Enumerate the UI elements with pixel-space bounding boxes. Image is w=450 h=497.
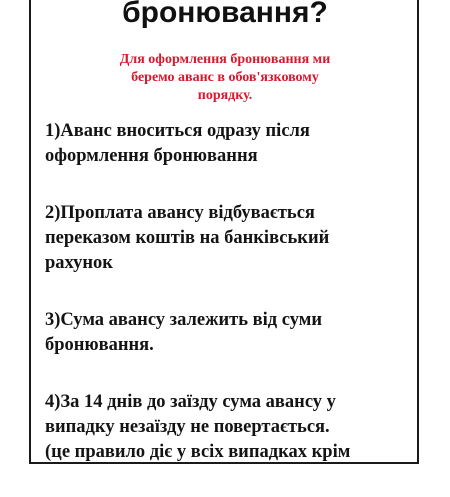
rule-item-1 [45,119,415,169]
rule-item-4-line-3: (це правило діє у всіх випадках крім [45,442,351,462]
page-title: бронювання? [122,0,328,29]
rule-item-3-line-1: 3)Сума авансу залежить від суми [45,310,323,330]
rule-item-4-line-1: 4)За 14 днів до заїзду сума авансу у [45,392,336,412]
advance-rules-list [45,119,415,497]
rule-item-4 [45,390,415,465]
advance-notice-line-2: беремо аванс в обов'язковому [131,70,319,85]
rule-item-3-line-2: бронювання. [45,335,154,355]
advance-notice-line-3: порядку. [197,88,253,103]
advance-notice-line-1: Для оформлення бронювання ми [119,52,331,67]
advance-notice [88,51,362,105]
rule-item-2 [45,201,415,276]
rule-item-2-line-2: переказом коштів на банківський [45,228,330,248]
rule-item-1-line-1: 1)Аванс вноситься одразу після [45,121,310,141]
rule-item-2-line-1: 2)Проплата авансу відбувається [45,203,315,223]
rule-item-1-line-2: оформлення бронювання [45,146,258,166]
rule-item-2-line-3: рахунок [45,253,113,273]
rule-item-3 [45,308,415,358]
rule-item-4-line-2: випадку незаїзду не повертається. [45,417,330,437]
